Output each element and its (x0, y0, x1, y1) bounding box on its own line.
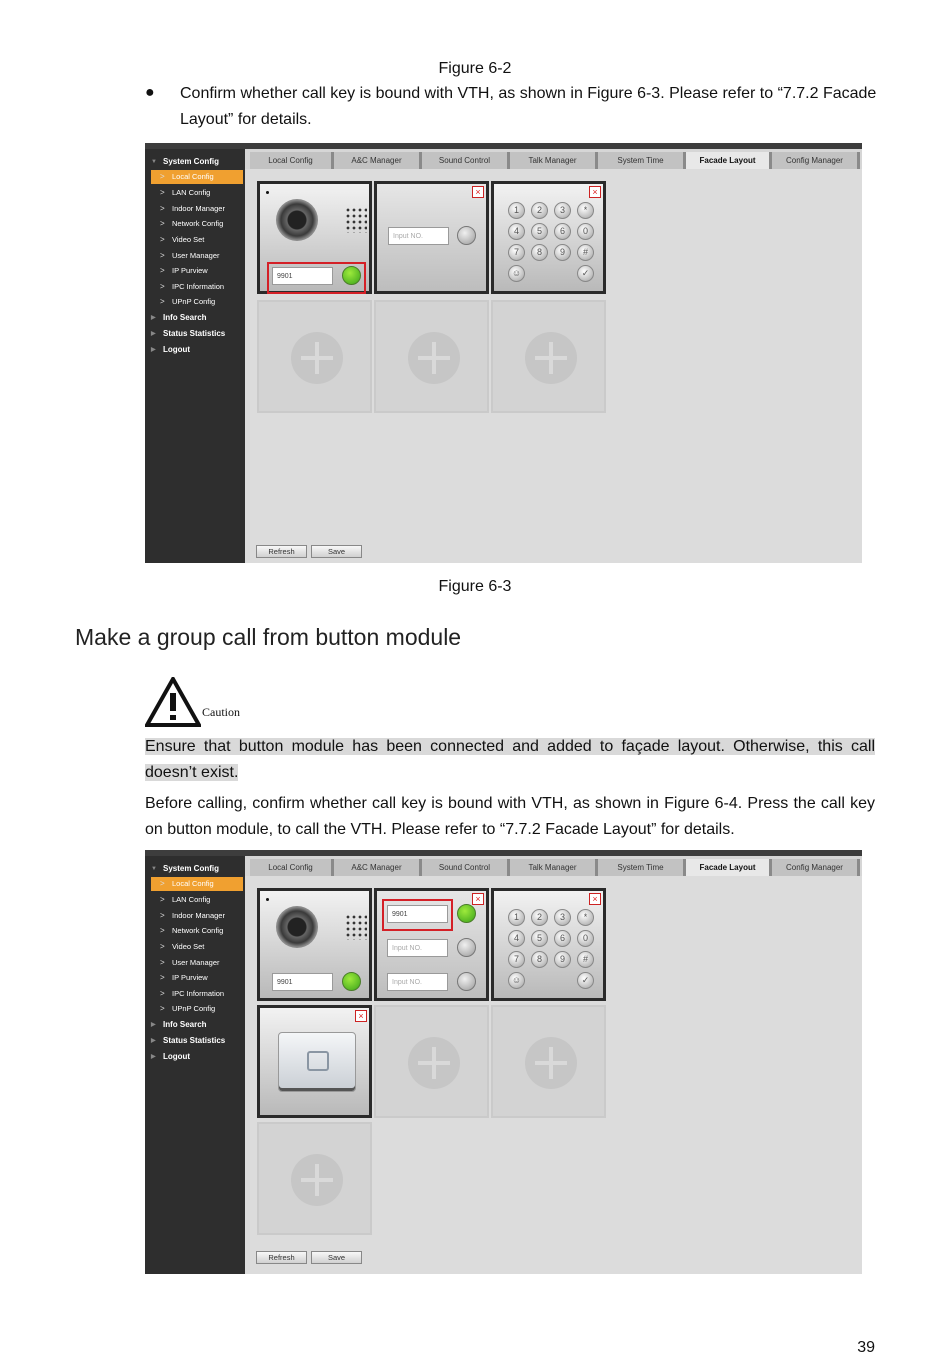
keypad-key[interactable]: 9 (554, 244, 571, 261)
chevron-right-icon: > (160, 926, 165, 935)
call-number-input[interactable]: 9901 (272, 973, 333, 991)
sidebar-item-lan-config[interactable]: > LAN Config (145, 893, 245, 907)
add-icon (408, 332, 460, 384)
sidebar-item-user-manager[interactable]: > User Manager (145, 956, 245, 970)
facade-layout-screenshot-1 (145, 143, 862, 563)
bullet-icon: ● (145, 84, 155, 101)
tab-talk-manager[interactable]: Talk Manager (510, 152, 598, 169)
top-bar (145, 143, 862, 149)
empty-slot[interactable] (257, 300, 372, 413)
chevron-right-icon: > (160, 895, 165, 904)
tab-local-config[interactable]: Local Config (250, 859, 334, 876)
tab-facade-layout[interactable]: Facade Layout (686, 859, 772, 876)
empty-slot[interactable] (257, 1122, 372, 1235)
expand-arrow-icon: ▶ (151, 331, 156, 337)
keypad-key[interactable]: 2 (531, 909, 548, 926)
call-button-icon[interactable] (457, 972, 476, 991)
chevron-right-icon: > (160, 172, 165, 181)
expand-arrow-icon: ▶ (151, 1054, 156, 1060)
keypad-key[interactable]: 9 (554, 951, 571, 968)
collapse-arrow-icon: ▼ (151, 866, 157, 872)
collapse-arrow-icon: ▼ (151, 159, 157, 165)
camera-module[interactable] (257, 181, 372, 294)
close-icon[interactable]: × (589, 893, 601, 905)
keypad-key[interactable]: 8 (531, 951, 548, 968)
facade-layout-screenshot-2 (145, 850, 862, 1274)
sidebar-item-local-config[interactable]: > Local Config (151, 170, 243, 184)
keypad-key[interactable]: 8 (531, 244, 548, 261)
instruction-paragraph: Before calling, confirm whether call key is bound with VTH, as shown in Figure 6-4. Press the call key on button module, to call the VTH. Please refer to “7.7.2 Facade Layout” for details. (145, 795, 875, 838)
sidebar-system-config[interactable]: ▼ System Config (145, 155, 245, 169)
keypad-key[interactable]: 5 (531, 223, 548, 240)
button-module[interactable] (374, 181, 489, 294)
facade-grid (245, 876, 862, 1274)
page-number: 39 (857, 1339, 875, 1356)
chevron-right-icon: > (160, 989, 165, 998)
empty-slot[interactable] (491, 1005, 606, 1118)
tab-config-manager[interactable]: Config Manager (772, 859, 860, 876)
close-icon[interactable]: × (589, 186, 601, 198)
refresh-button[interactable]: Refresh (256, 1251, 307, 1264)
card-reader-icon (278, 1032, 356, 1092)
close-icon[interactable]: × (472, 186, 484, 198)
button-number-input[interactable]: Input NO. (387, 939, 448, 957)
add-icon (525, 1037, 577, 1089)
camera-module[interactable] (257, 888, 372, 1001)
section-heading: Make a group call from button module (75, 624, 462, 650)
add-icon (408, 1037, 460, 1089)
chevron-right-icon: > (160, 266, 165, 275)
keypad-key[interactable]: 3 (554, 202, 571, 219)
sidebar (145, 856, 245, 1274)
caution-label: Caution (202, 705, 240, 719)
add-icon (291, 332, 343, 384)
call-button-icon[interactable] (342, 266, 361, 285)
sidebar-item-ipc-information[interactable]: > IPC Information (145, 987, 245, 1001)
keypad-key[interactable]: 3 (554, 909, 571, 926)
tab-facade-layout[interactable]: Facade Layout (686, 152, 772, 169)
user-key-icon[interactable]: ☺ (508, 265, 525, 282)
figure-caption: Figure 6-3 (438, 578, 512, 595)
expand-arrow-icon: ▶ (151, 315, 156, 321)
sidebar-item-upnp-config[interactable]: > UPnP Config (145, 1002, 245, 1016)
chevron-right-icon: > (160, 958, 165, 967)
keypad-key[interactable]: # (577, 244, 594, 261)
keypad-key[interactable]: * (577, 909, 594, 926)
button-module[interactable] (374, 888, 489, 1001)
tab-bar (245, 859, 862, 876)
button-number-input[interactable]: 9901 (387, 905, 448, 923)
keypad-key[interactable]: 0 (577, 930, 594, 947)
sidebar-item-video-set[interactable]: > Video Set (145, 233, 245, 247)
sidebar-item-local-config[interactable]: > Local Config (151, 877, 243, 891)
sidebar-info-search[interactable]: ▶ Info Search (145, 1018, 245, 1032)
speaker-grill-icon (345, 207, 367, 233)
chevron-right-icon: > (160, 1004, 165, 1013)
chevron-right-icon: > (160, 251, 165, 260)
sidebar (145, 149, 245, 563)
empty-slot[interactable] (491, 300, 606, 413)
bullet-text: Confirm whether call key is bound with VTH, as shown in Figure 6-3. Please refer to “7.7.2 Facade Layout” for details. (180, 85, 877, 128)
nfc-icon (307, 1051, 329, 1071)
chevron-right-icon: > (160, 879, 165, 888)
sidebar-item-ip-purview[interactable]: > IP Purview (145, 264, 245, 278)
sidebar-info-search[interactable]: ▶ Info Search (145, 311, 245, 325)
tab-ac-manager[interactable]: A&C Manager (334, 152, 422, 169)
sidebar-item-ipc-information[interactable]: > IPC Information (145, 280, 245, 294)
keypad-key[interactable]: * (577, 202, 594, 219)
keypad-key[interactable]: 4 (508, 930, 525, 947)
sidebar-logout[interactable]: ▶ Logout (145, 343, 245, 357)
sidebar-item-network-config[interactable]: > Network Config (145, 217, 245, 231)
save-button[interactable]: Save (311, 1251, 362, 1264)
keypad-key[interactable]: 0 (577, 223, 594, 240)
chevron-right-icon: > (160, 188, 165, 197)
sidebar-item-network-config[interactable]: > Network Config (145, 924, 245, 938)
tab-sound-control[interactable]: Sound Control (422, 152, 510, 169)
call-button-icon[interactable] (457, 904, 476, 923)
indicator-dot (266, 191, 269, 194)
empty-slot[interactable] (374, 300, 489, 413)
call-button-icon[interactable] (342, 972, 361, 991)
sidebar-item-indoor-manager[interactable]: > Indoor Manager (145, 909, 245, 923)
tab-config-manager[interactable]: Config Manager (772, 152, 860, 169)
keypad-key[interactable]: 1 (508, 909, 525, 926)
button-number-input[interactable]: Input NO. (388, 227, 449, 245)
tab-bar (245, 152, 862, 169)
user-key-icon[interactable]: ☺ (508, 972, 525, 989)
add-icon (291, 1154, 343, 1206)
sidebar-status-statistics[interactable]: ▶ Status Statistics (145, 327, 245, 341)
chevron-right-icon: > (160, 911, 165, 920)
tab-system-time[interactable]: System Time (598, 152, 686, 169)
chevron-right-icon: > (160, 204, 165, 213)
expand-arrow-icon: ▶ (151, 347, 156, 353)
check-key-icon[interactable]: ✓ (577, 265, 594, 282)
caution-text (145, 734, 875, 786)
empty-slot[interactable] (374, 1005, 489, 1118)
sidebar-logout[interactable]: ▶ Logout (145, 1050, 245, 1064)
sidebar-item-lan-config[interactable]: > LAN Config (145, 186, 245, 200)
tab-ac-manager[interactable]: A&C Manager (334, 859, 422, 876)
chevron-right-icon: > (160, 297, 165, 306)
keypad-key[interactable]: 6 (554, 930, 571, 947)
tab-local-config[interactable]: Local Config (250, 152, 334, 169)
keypad-key[interactable]: 1 (508, 202, 525, 219)
sidebar-item-ip-purview[interactable]: > IP Purview (145, 971, 245, 985)
check-key-icon[interactable]: ✓ (577, 972, 594, 989)
sidebar-item-indoor-manager[interactable]: > Indoor Manager (145, 202, 245, 216)
sidebar-item-video-set[interactable]: > Video Set (145, 940, 245, 954)
caution-text-highlighted: Ensure that button module has been connected and added to façade layout. Otherwise, this call doesn’t exist. (145, 738, 875, 781)
save-button[interactable]: Save (311, 545, 362, 558)
chevron-right-icon: > (160, 942, 165, 951)
chevron-right-icon: > (160, 282, 165, 291)
card-reader-module[interactable] (257, 1005, 372, 1118)
close-icon[interactable]: × (355, 1010, 367, 1022)
keypad-key[interactable]: 6 (554, 223, 571, 240)
call-button-icon[interactable] (457, 938, 476, 957)
keypad-key[interactable]: 7 (508, 951, 525, 968)
chevron-right-icon: > (160, 235, 165, 244)
chevron-right-icon: > (160, 219, 165, 228)
keypad-key[interactable]: 2 (531, 202, 548, 219)
refresh-button[interactable]: Refresh (256, 545, 307, 558)
tab-sound-control[interactable]: Sound Control (422, 859, 510, 876)
keypad-key[interactable]: # (577, 951, 594, 968)
keypad-key[interactable]: 4 (508, 223, 525, 240)
sidebar-item-user-manager[interactable]: > User Manager (145, 249, 245, 263)
figure-caption: Figure 6-2 (438, 60, 512, 77)
chevron-right-icon: > (160, 973, 165, 982)
expand-arrow-icon: ▶ (151, 1022, 156, 1028)
camera-icon (276, 906, 318, 948)
keypad-module[interactable] (491, 181, 606, 294)
keypad-module[interactable] (491, 888, 606, 1001)
speaker-grill-icon (345, 914, 367, 940)
camera-icon (276, 199, 318, 241)
tab-system-time[interactable]: System Time (598, 859, 686, 876)
top-bar (145, 850, 862, 856)
add-icon (525, 332, 577, 384)
caution-icon (145, 677, 201, 727)
call-button-icon[interactable] (457, 226, 476, 245)
tab-talk-manager[interactable]: Talk Manager (510, 859, 598, 876)
sidebar-item-upnp-config[interactable]: > UPnP Config (145, 295, 245, 309)
keypad-key[interactable]: 7 (508, 244, 525, 261)
button-number-input[interactable]: Input NO. (387, 973, 448, 991)
sidebar-status-statistics[interactable]: ▶ Status Statistics (145, 1034, 245, 1048)
call-number-input[interactable]: 9901 (272, 267, 333, 285)
sidebar-system-config[interactable]: ▼ System Config (145, 862, 245, 876)
facade-grid (245, 169, 862, 563)
expand-arrow-icon: ▶ (151, 1038, 156, 1044)
indicator-dot (266, 898, 269, 901)
close-icon[interactable]: × (472, 893, 484, 905)
keypad-key[interactable]: 5 (531, 930, 548, 947)
